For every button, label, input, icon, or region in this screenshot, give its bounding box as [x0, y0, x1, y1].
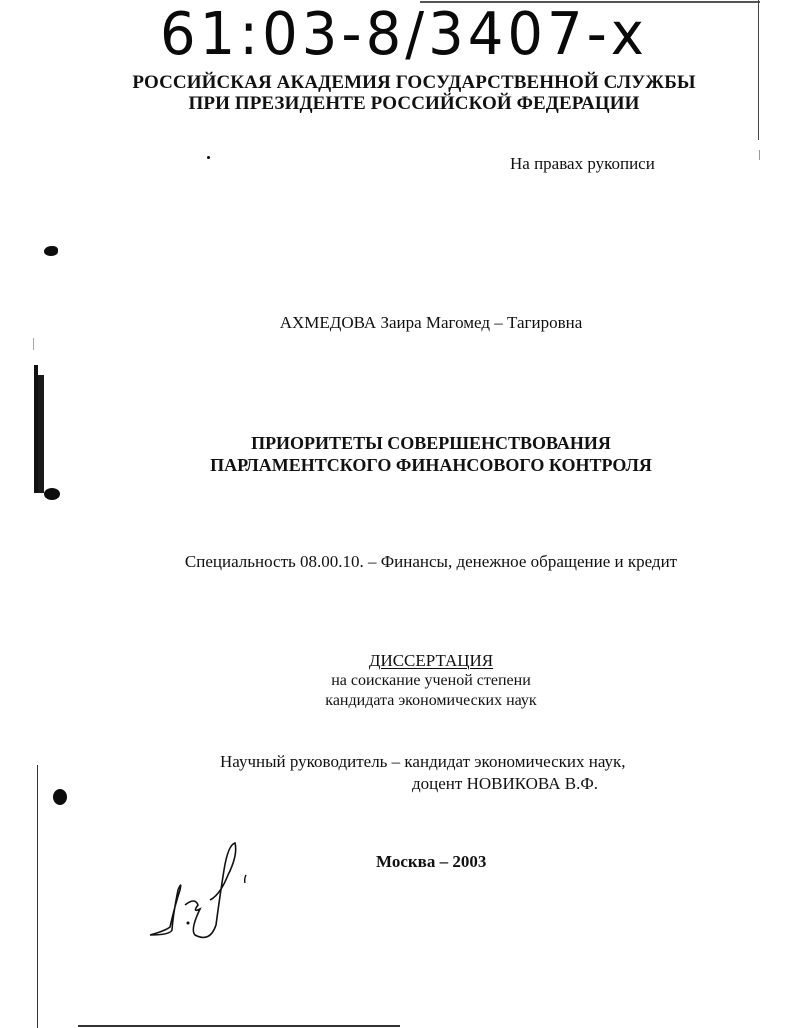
dissertation-title [32, 432, 798, 476]
scan-right-edge-line [758, 0, 759, 140]
organization-header [0, 72, 798, 114]
supervisor-block [220, 751, 626, 795]
title-line-2: ПАРЛАМЕНТСКОГО ФИНАНСОВОГО КОНТРОЛЯ [210, 455, 652, 475]
organization-line-2: ПРИ ПРЕЗИДЕНТЕ РОССИЙСКОЙ ФЕДЕРАЦИИ [188, 93, 640, 114]
hole-punch-mark [53, 789, 67, 805]
speck [207, 156, 210, 159]
rights-note: На правах рукописи [510, 154, 655, 173]
catalog-number-handwritten: 61:03-8/3407-x [160, 0, 648, 69]
scan-bottom-edge-line [78, 1025, 400, 1027]
specialty: Специальность 08.00.10. – Финансы, денежное обращение и кредит [184, 552, 678, 571]
degree-line-1: на соискание ученой степени [331, 672, 531, 689]
dissertation-type: ДИССЕРТАЦИЯ [368, 651, 494, 670]
scan-left-edge-line [37, 765, 38, 1028]
degree-line-2: кандидата экономических наук [325, 692, 537, 709]
supervisor-line-1: Научный руководитель – кандидат экономических наук, [220, 752, 626, 771]
signature-icon [140, 835, 280, 945]
scan-right-edge-mark [759, 150, 760, 160]
author-name: АХМЕДОВА Заира Магомед – Тагировна [279, 313, 583, 332]
hole-punch-mark [44, 488, 60, 500]
dissertation-block [32, 651, 798, 711]
organization-line-1: РОССИЙСКАЯ АКАДЕМИЯ ГОСУДАРСТВЕННОЙ СЛУЖБЫ [132, 72, 696, 93]
supervisor-line-2: доцент НОВИКОВА В.Ф. [412, 774, 598, 793]
title-line-1: ПРИОРИТЕТЫ СОВЕРШЕНСТВОВАНИЯ [251, 433, 611, 453]
binding-mark-faint [33, 338, 34, 350]
city-year: Москва – 2003 [376, 852, 487, 871]
hole-punch-mark [44, 246, 58, 256]
